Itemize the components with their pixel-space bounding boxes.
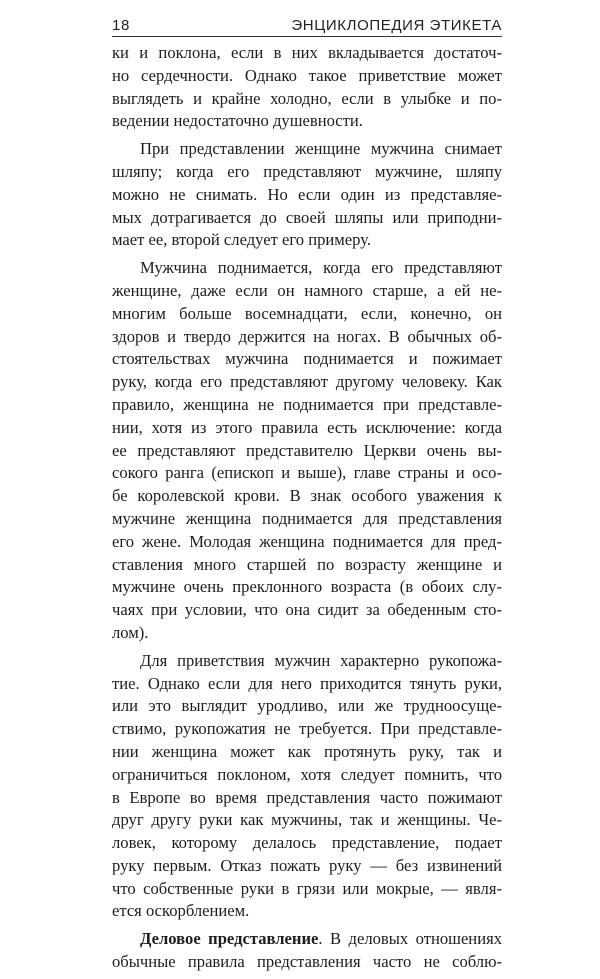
text-line: Мужчина поднимается, когда его представляют <box>140 258 502 278</box>
section-lead-heading: Деловое представление <box>140 929 319 949</box>
text-line: мужчине женщина поднимается для представления <box>112 508 502 528</box>
text-line: ограничиться поклоном, хотя следует помнить, что <box>112 764 502 784</box>
text-line: многим больше восемнадцати, если, конечно, он <box>112 303 502 323</box>
text-line: руку первым. Отказ пожать руку — без извинений <box>112 855 502 875</box>
text-line: шляпу; когда его представляют мужчине, шляпу <box>112 161 502 181</box>
text-line: что собственные руки в грязи или мокрые, — явля- <box>112 878 502 898</box>
text-line: Для приветствия мужчин характерно рукопожа- <box>140 650 502 670</box>
text-line: руку, когда его представляют другому человеку. Как <box>112 372 502 392</box>
text-line: ведении недостаточно душевности. <box>112 111 363 131</box>
text-line: выглядеть и крайне холодно, если в улыбке и по- <box>112 88 502 108</box>
text-line: ставления много старшей по возрасту женщине и <box>112 554 502 574</box>
text-line: обычные правила представления часто не соблю- <box>112 952 502 972</box>
text-run: . В деловых отношениях <box>318 929 502 949</box>
text-line: здоров и твердо держится на ногах. В обычных об- <box>112 326 502 346</box>
text-line <box>112 928 502 951</box>
text-line: друг другу руки как мужчины, так и женщины. Че- <box>112 810 502 830</box>
text-line: можно не снимать. Но если один из представляе- <box>112 184 502 204</box>
text-line: ется оскорблением. <box>112 901 250 921</box>
text-line: мужчине очень преклонного возраста (в обоих слу- <box>112 577 502 597</box>
text-line: При представлении женщине мужчина снимает <box>140 139 502 159</box>
text-line: его жене. Молодая женщина поднимается для пред- <box>112 531 502 551</box>
running-title: ЭНЦИКЛОПЕДИЯ ЭТИКЕТА <box>291 17 502 34</box>
text-line: в Европе во время представления часто пожимают <box>112 787 502 807</box>
running-header <box>112 10 502 34</box>
page-body <box>112 42 502 979</box>
paragraph <box>112 257 502 645</box>
text-line: чаях при условии, что она сидит за обеденным сто- <box>112 600 502 620</box>
text-line: бе королевской крови. В знак особого уважения к <box>112 486 502 506</box>
paragraph <box>112 138 502 252</box>
text-line: ее представляют представителю Церкви очень вы- <box>112 440 502 460</box>
text-line: мает ее, второй следует его примеру. <box>112 230 371 250</box>
text-line: но сердечности. Однако такое приветствие может <box>112 65 502 85</box>
text-line: тие. Однако если для него приходится тянуть руки, <box>112 673 502 693</box>
text-line: ствимо, рукопожатия не требуется. При представле- <box>112 719 502 739</box>
text-line: нии женщина может как протянуть руку, так и <box>112 741 502 761</box>
header-rule <box>112 36 502 37</box>
text-line: ловек, которому делалось представление, подает <box>112 833 502 853</box>
page-number: 18 <box>112 17 130 34</box>
text-line: мых дотрагивается до своей шляпы или приподни- <box>112 207 502 227</box>
paragraph <box>112 650 502 924</box>
text-line: женщине, даже если он намного старше, а ей не- <box>112 280 502 300</box>
text-line: правило, женщина не поднимается при представле- <box>112 394 502 414</box>
text-line: сокого ранга (епископ и выше), главе страны и осо- <box>112 463 502 483</box>
paragraph <box>112 928 502 974</box>
text-line: лом). <box>112 622 149 642</box>
paragraph <box>112 42 502 133</box>
text-line: стоятельствах мужчина поднимается и пожимает <box>112 349 502 369</box>
text-line: ки и поклона, если в них вкладывается достаточ- <box>112 43 502 62</box>
text-line: или это выглядит уродливо, или же трудноосуще- <box>112 696 502 716</box>
text-line: нии, хотя из этого правила есть исключение: когда <box>112 417 502 437</box>
